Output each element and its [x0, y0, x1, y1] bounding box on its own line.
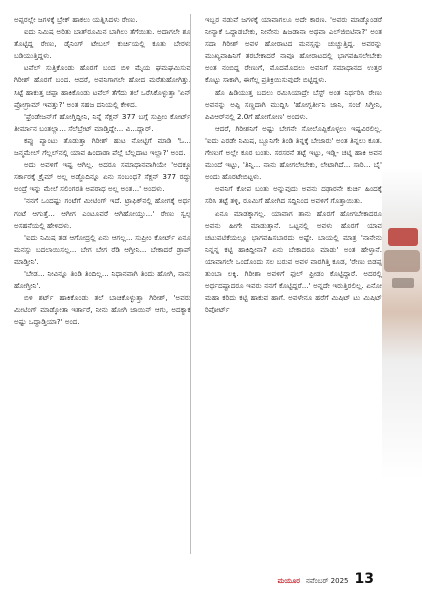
article-paragraph: ಟವೆಲ್ ಸುತ್ತಿಕೊಂಡು ಹೊರಗೆ ಬಂದ ಬಿಳಿ ಮೈಯ ಘಮಘಮಿಸುವ ಗಿರೀಶ್ ಹೊರಗೆ ಬಂದ. ಆದರೆ, ಅವನಿಗಾಗಲೇ ಹೋದ ಮರೆತುಹೋಗಿತ್ತು. ಸಿಟ್ಟೆ ಹಾಕುತ್ತ ಚಪ್ಪಾ ಹಾಕಿಕೊಂಡು ಟವೆಲ್ ತೆಗೆದು ತಲೆ ಒರೆಸಿಕೊಳ್ಳುತ್ತಾ 'ಏನ್ ಪ್ರೋಗ್ರಾಮ್ ಇವತ್ತು?' ಅಂತ ಸಹಜ ದನಿಯಲ್ಲಿ ಕೇಳಿದ.: [14, 63, 191, 109]
column-divider: [190, 14, 191, 554]
article-body: [14, 14, 382, 554]
article-paragraph: ಹೊ ಹಿಡಿಯುತ್ತ ಬದಲು ರಮಿಸಿಯಾದ್ರೇ ಬೆಸ್ಟ್ ಅಂತ ನಿರ್ಧರಿಸಿ ರೇಣು ಅವನನ್ನು ಅಪ್ಪಿ ಸಣ್ಣದಾಗಿ ಮುದ್ದಿಸಿ 'ಹೋಗ್ಬರ್ತೀನಿ ಜಾನಿ, ಸಂಜೆ ಸಿಗ್ತೀನಿ, ಪಿವಿಆರ್‌ನಲ್ಲಿ 2.0ಗೆ ಹೋಗೋಣ' ಅಂದಳು.: [205, 87, 382, 121]
article-paragraph: ಅಪ್ಪರಲ್ಲೇ ಜಗಳಕ್ಕೆ ಬ್ರೇಕ್ ಹಾಕಲು ಯತ್ನಿಸಿದಳು ರೇಣು.: [14, 15, 138, 24]
article-column-left: [14, 14, 191, 554]
article-paragraph: ಅದು ಅವಳಿಗೆ ಇಷ್ಟ ಆಗಿಲ್ಲ. ಅದರೂ ಸಮಾಧಾನವಾಗಿಯೇ 'ಅದಕ್ಕೂ ಸರ್ಕಾರಕ್ಕೆ ಕ್ರೈಮ್ ಅಲ್ಲ ಅಡ್ಜೊದಿನ್ನೂ ಏನು ಸಂಬಂಧ? ಸೆಕ್ಷನ್ 377 ರದ್ದು ಅಂದ್ರೆ ಇನ್ನು ಮೇಲೆ ಸಲಿಂಗರತಿ ಅಪರಾಧ ಅಲ್ಲ ಅಂತ...' ಅಂದಳು.: [14, 160, 191, 194]
magazine-brand: ಮಯೂರ: [277, 577, 300, 585]
article-paragraph: ಆದರೆ, ಗಿರೀಶನಿಗೆ ಅಷ್ಟು ಬೇಗನೇ ಸೋಲೊಪ್ಪಿಕೊಳ್ಳಲು ಇಷ್ಟವಿರಲಿಲ್ಲ. 'ಐದು ಎರಡೇ ನಿಮಿಷ, ಬ್ಬೂನಿಗೇ ತಿಂಡಿ ತಿನ್ನಕ್ಕೆ ಬೇಜಾರು' ಅಂತ ತಿನ್ನಲು ಕೂತ. ಗೇಣುಗೆ ಅಲ್ಲೇ ಕೂರ ಬಂತು. ಸರಸರನೆ ತಟ್ಟೆ ಇಟ್ಟು, ಇಡ್ಲಿ- ಚಟ್ನಿ ಹಾಕಿ ಅವನ ಮುಂದೆ ಇಟ್ಟು, 'ತಿನ್ನಿ... ನಾನು ಹೋಗಲೇಬೇಕು, ಲೇಟಾಗಿದೆ... ಸಾರಿ... ಬೈ' ಅಂದು ಹೊರಟೇಬಿಟ್ಟಳು.: [205, 123, 382, 182]
article-paragraph: ಏನೂ ಮಾಡಕ್ಕಾಗಲ್ಲ. ಯಾವಾಗ ತಾನು ಹೊರಗೆ ಹೋಗಬೇಕಾದರೂ ಅವನು ಹೀಗೇ ಮಾಡುತ್ತಾನೆ. ಒಟ್ಟನಲ್ಲಿ ಅವಳು ಹೊರಗೆ ಯಾವ ಚಟುವಟಿಕೆಯಲ್ಲೂ ಭಾಗವಹಿಸಬಾರದು ಅಷ್ಟೇ. ಬಾಯಲ್ಲಿ ಮಾತ್ರ 'ನಾನೇನು ನಿನ್ನನ್ನ ಕಟ್ಟಿ ಹಾಕಿದ್ದೀನಾ? ಏನು ಬೇಕಾದರೂ ಮಾಡು' ಅಂತ ಹೇಳ್ತಾನೆ. ಯಾವಾಗಲೇ ಒಂದೊಂದು ಸಲ ಬರುವ ಅವಳ ವಾರಗಿತ್ತಿ ಕೂಡ, 'ರೇಣು ಬಿಡಪ್ಪ ತುಂಬಾ ಲಕ್ಕಿ. ಗಿರೀಶಾ ಅವಳಿಗೆ ಫುಲ್ ಫ್ರೀಡಂ ಕೊಟ್ಟಿದ್ದಾರೆ. ಅದರಲ್ಲಿ ಅರ್ಧದಷ್ಟಾದರೂ ಇವರು ನನಗೆ ಕೊಟ್ಟಿದ್ದರೆ...' ಅನ್ನದೇ ಇರುತ್ತಿರಲಿಲ್ಲ. ಏನೋ ಮಹಾ ಕರಿದು ಕಟ್ಟಿ ಹಾಕುವ ಹಾಗೆ. ಅವಳೇನೂ ಹರೆಗೆ ಮಿಷಿಟ್ ಟು ಮಿಷಿಟ್ ರಿಪೋರ್ಟ್: [205, 208, 382, 315]
issue-date: ನವೆಂಬರ್ 2025: [305, 577, 349, 585]
article-paragraph: ಬಿಳಿ ಶರ್ಟ್ ಹಾಕಿಕೊಂಡು ತಲೆ ಬಾಚಿಕೊಳ್ಳುತ್ತಾ ಗಿರೀಶ್, 'ಅವರು ಮೀಟಿಂಗ್ ಮಾಡ್ಕೋತಾ ಇರ್ತಾರೆ, ನೀನು ಹೋಗಿ ಜಾಯಿನ್ ಆಗು, ಅದಕ್ಯಾಕೆ ಅಷ್ಟು ಒದ್ದಾಡ್ತಿಯಾ?' ಅಂದ.: [14, 293, 191, 327]
article-paragraph: 'ಬೇಡ... ನೀವಿನ್ನೂ ತಿಂಡಿ ತಿಂದಿಲ್ಲ... ನಿಧಾನವಾಗಿ ತಿಂದು ಹೋಗಿ, ನಾನು ಹೋಗ್ತೀನಿ'.: [14, 268, 191, 291]
article-paragraph: ಕಪ್ಪು ಪ್ಯಾಂಟು ತೊಡುತ್ತಾ ಗಿರೀಶ್ ಹುಟ ನೋಟ್ಟಿಗೆ ಮಾಡಿ 'ಓ... ಜನ್ಮಮೇಲ್ ಗೆಲ್ಲಲ್‌ನಲ್ಲಿ ಯಾವ ಹಿಂದಾಡಾ ಪೆಲ್ಲೆ ಬೆಲ್ಲದಾಟ ಇಲ್ಲಾ?' ಅಂದ.: [14, 135, 191, 158]
illustration-shape: [388, 228, 418, 246]
article-column-right: [205, 14, 382, 554]
illustration-shape: [392, 278, 414, 288]
article-paragraph: ಇಬ್ಬರ ನಡುವೆ ಜಗಳಕ್ಕೆ ಯಾವಾಗಲೂ ಅದೇ ಕಾರಣ. 'ಅವರು ಮಾಡ್ಕೊಂಡರೆ ನೀನ್ಯಾಕೆ ಒದ್ದಾಡಬೇಕು, ನೀನೇನು ಹಿಜಡಾನಾ ಅಥವಾ ಎಲ್‌ಜಿಬಿಟಿನಾ?' ಅಂತ ಸದಾ ಗಿರೀಶ್ ಅವಳ ಹೋರಾಟದ ಮನಸ್ಸನ್ನು ಚುಚ್ಚುತ್ತಿದ್ದ. ಅವರನ್ನು ಮುಖ್ಯವಾಹಿನಿಗೆ ತರಬೇಕಾದರೆ ನಾವೂ ಹೋರಾಟದಲ್ಲಿ ಭಾಗವಹಿಸಲೇಬೇಕು ಅಂತ ನಂಬಿದ್ದ ರೇಣುಗೆ, ಮೊದಮೊದಲು ಅವನಿಗೆ ಸಮಾಧಾನದ ಉತ್ತರ ಕೊಟ್ಟು ಸಾಕಾಗಿ, ಈಗೆಲ್ಲ ಪ್ರತಿಕ್ರಿಯಿಸುವುದೇ ಬಿಟ್ಟಿದ್ದಳು.: [205, 15, 382, 85]
article-paragraph: 'ನನಗೆ ಒಂದಷ್ಟು ಗಂಟೆಗೆ ಮೀಟಿಂಗ್ ಇದೆ. ಟ್ರಾಫಿಕ್‌ನಲ್ಲಿ ಹೋಗಕ್ಕೆ ಅರ್ಧ ಗಂಟೆ ಆಗುತ್ತೆ... ಆಗೀಗ ಎಂಟೂವರೆ ಆಗಿಹೋಯ್ತು...' ರೇಣು ಸ್ವಲ್ಪ ಅಸಹನೆಯಲ್ಲಿ ಹೇಳಿದಳು.: [14, 196, 191, 230]
article-paragraph: ಐದು ನಿಮಿಷ ಅರಿತು ಬಾತ್‌ರೂಮಿನ ಬಾಗಿಲು ತೆಗೆಯಿತು. ಅದಾಗಲೇ ಶೂ ತೊಟ್ಟಿದ್ದ ರೇಣು, ಡೈನಿಂಗ್ ಟೇಬಲ್ ಕುರ್ಚಿಯಲ್ಲಿ ಕೂತು ಬೇರಳು ಬಡಿಯುತ್ತಿದ್ದಳು.: [14, 27, 191, 61]
page-footer: [0, 566, 422, 586]
illustration-shape: [384, 250, 420, 272]
article-paragraph: ಅವನಿಗೆ ಕೋಪ ಬಂತು ಅನ್ನುವುದು ಅವನು ದಢಾರನೇ ಕುರ್ಚಿ ಹಿಂದಕ್ಕೆ ಸರಿಸಿ ತಟ್ಟೆ ತಳ್ಳಿ, ರೂಮಿಗೆ ಹೋಗಿದ ಸದ್ದಿನಿಂದ ಅವಳಿಗೆ ಗೊತ್ತಾಯಿತು.: [205, 184, 382, 206]
side-illustration: [382, 0, 422, 600]
article-paragraph: 'ಫ್ರೆಂಡೇಜನ್‌ಗೆ ಹೋಗ್ತಿದ್ದೀನಿ, ನಿನ್ನೆ ಸೆಕ್ಷನ್ 377 ಬಗ್ಗೆ ಸುಪ್ರೀಂ ಕೋರ್ಟ್ ತೀರ್ಮಾನ ಬಂತಲ್ಲಾ... ಸೆಲೆಬ್ರೇಟ್ ಮಾಡ್ತಿದ್ದೇ... ವಿ...ದ್ಲಾರ್.: [14, 111, 191, 133]
article-paragraph: 'ಐದು ನಿಮಿಷ ತಡ ಆಗೋದ್ರಲ್ಲಿ ಏನು ಆಗಲ್ಲ... ಸುಪ್ರೀಂ ಕೋರ್ಟ್ ಏನೂ ಮನಸ್ಸು ಬದಲಾಯಿಸಲ್ಲ... ಬೇಗ ಬೇಗ ರೆಡಿ ಆಗ್ತೀನಿ... ಬೇಕಾದರೆ ಡ್ರಾಪ್ ಮಾಡ್ತೀನಿ'.: [14, 232, 191, 266]
page-number: 13: [354, 571, 374, 587]
